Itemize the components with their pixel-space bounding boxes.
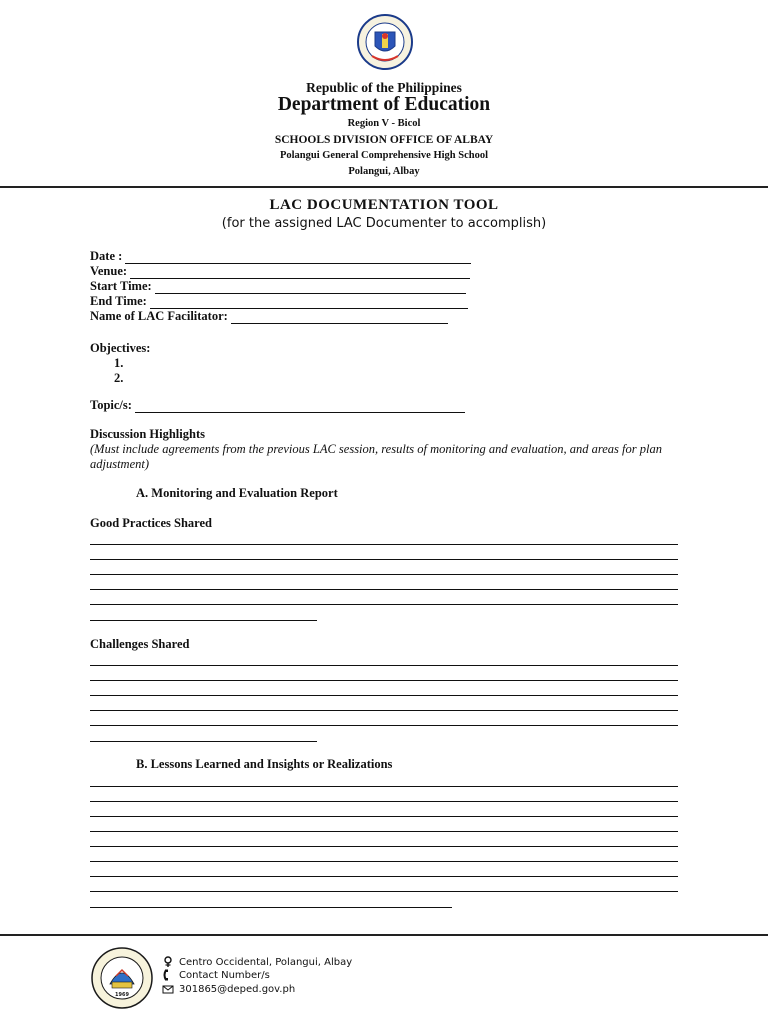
good-practices-line[interactable]	[90, 604, 678, 605]
town-heading: Polangui, Albay	[348, 166, 420, 177]
good-practices-heading: Good Practices Shared	[90, 516, 212, 530]
department-heading: Department of Education	[277, 94, 491, 115]
republic-heading: Republic of the Philippines	[306, 80, 462, 95]
challenges-line[interactable]	[90, 695, 678, 696]
date-label: Date :	[90, 249, 123, 263]
logo-year: 1969	[115, 992, 129, 998]
challenges-heading: Challenges Shared	[90, 637, 190, 651]
good-practices-line[interactable]	[90, 589, 678, 590]
start-time-label: Start Time:	[90, 279, 152, 293]
facilitator-label: Name of LAC Facilitator:	[90, 309, 228, 323]
email-link[interactable]: 301865@deped.gov.ph	[179, 983, 296, 995]
discussion-note: (Must include agreements from the previous LAC session, results of monitoring and evaluation, and areas for plan adjustment)	[90, 442, 662, 471]
address-text: Centro Occidental, Polangui, Albay	[179, 956, 353, 968]
contact-text: Contact Number/s	[179, 969, 270, 981]
phone-icon	[162, 969, 174, 981]
challenges-line[interactable]	[90, 741, 317, 742]
venue-field[interactable]	[90, 264, 470, 279]
document-subtitle: (for the assigned LAC Documenter to accomplish)	[221, 216, 547, 231]
location-pin-icon	[162, 956, 174, 968]
section-b-heading: B. Lessons Learned and Insights or Realizations	[136, 757, 393, 771]
school-logo-icon	[90, 946, 154, 1010]
footer-email	[162, 983, 295, 995]
division-heading: SCHOOLS DIVISION OFFICE OF ALBAY	[274, 134, 494, 146]
lessons-line[interactable]	[90, 786, 678, 787]
lessons-line[interactable]	[90, 891, 678, 892]
lessons-line[interactable]	[90, 876, 678, 877]
topics-field[interactable]	[90, 398, 465, 413]
challenges-line[interactable]	[90, 680, 678, 681]
topics-label: Topic/s:	[90, 398, 132, 412]
good-practices-line[interactable]	[90, 544, 678, 545]
footer-address	[162, 956, 352, 968]
objectives-label: Objectives:	[90, 341, 151, 355]
envelope-icon	[162, 983, 174, 995]
lessons-line[interactable]	[90, 907, 452, 908]
lessons-line[interactable]	[90, 816, 678, 817]
lessons-line[interactable]	[90, 861, 678, 862]
venue-blank[interactable]	[130, 266, 470, 279]
lessons-line[interactable]	[90, 846, 678, 847]
footer-divider	[0, 934, 768, 936]
document-title: LAC DOCUMENTATION TOOL	[269, 197, 499, 213]
lessons-line[interactable]	[90, 831, 678, 832]
good-practices-line[interactable]	[90, 574, 678, 575]
school-heading: Polangui General Comprehensive High School	[279, 150, 489, 161]
end-time-blank[interactable]	[150, 296, 468, 309]
lessons-line[interactable]	[90, 801, 678, 802]
challenges-line[interactable]	[90, 710, 678, 711]
facilitator-field[interactable]	[90, 309, 448, 324]
facilitator-blank[interactable]	[231, 311, 448, 324]
start-time-field[interactable]	[90, 279, 466, 294]
topics-blank[interactable]	[135, 400, 465, 413]
section-a-heading: A. Monitoring and Evaluation Report	[136, 486, 338, 500]
region-heading: Region V - Bicol	[347, 118, 421, 129]
date-field[interactable]	[90, 249, 471, 264]
objective-2-label: 2.	[114, 371, 124, 385]
good-practices-line[interactable]	[90, 559, 678, 560]
start-time-blank[interactable]	[155, 281, 466, 294]
header-divider	[0, 186, 768, 188]
good-practices-line[interactable]	[90, 620, 317, 621]
challenges-line[interactable]	[90, 665, 678, 666]
end-time-label: End Time:	[90, 294, 147, 308]
footer-contact	[162, 969, 270, 981]
objective-1-label: 1.	[114, 356, 124, 370]
discussion-heading: Discussion Highlights	[90, 427, 205, 441]
date-blank[interactable]	[125, 251, 471, 264]
deped-seal-icon	[356, 12, 414, 76]
challenges-line[interactable]	[90, 725, 678, 726]
venue-label: Venue:	[90, 264, 128, 278]
end-time-field[interactable]	[90, 294, 468, 309]
